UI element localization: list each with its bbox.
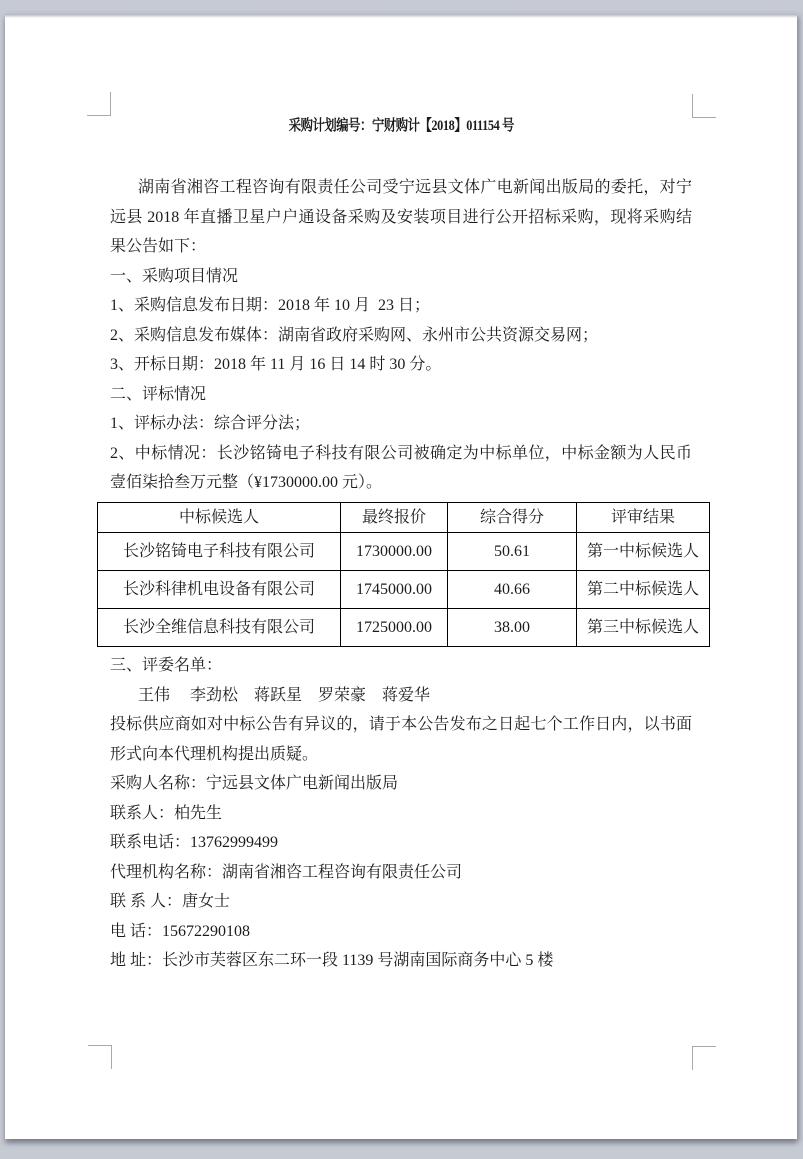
table-row [98,609,710,647]
contact-purchaser-person: 联系人：柏先生 [110,804,223,822]
contact-agency-person: 联 系 人：唐女士 [110,893,231,910]
cell-review-result: 第三中标候选人 [577,609,710,647]
contact-purchaser-phone: 联系电话：13762999499 [110,834,279,851]
table-row [98,571,710,609]
cell-final-price: 1730000.00 [341,533,448,571]
table-header-row [98,502,710,533]
procurement-plan-number-title [110,117,692,136]
header-final-price: 最终报价 [341,502,448,533]
margin-corner-mark-bottom-left [88,1045,112,1069]
contact-agency-address: 地 址：长沙市芙蓉区东二环一段 1139 号湖南国际商务中心 5 楼 [110,952,554,969]
cell-candidate: 长沙铭锜电子科技有限公司 [98,533,341,571]
cell-composite-score: 50.61 [448,533,577,571]
section1-heading: 一、采购项目情况 [110,267,239,285]
intro-paragraph: 湖南省湘咨工程咨询有限责任公司受宁远县文体广电新闻出版局的委托，对宁远县 2018 年直播卫星户户通设备采购及安装项目进行公开招标采购，现将采购结果公告如下： [110,179,692,255]
section2-item-award-result: 2、中标情况：长沙铭锜电子科技有限公司被确定为中标单位，中标金额为人民币壹佰柒拾叁万元整（¥1730000.00 元）。 [110,444,692,491]
cell-review-result: 第一中标候选人 [577,533,710,571]
margin-corner-mark-bottom-right [692,1046,716,1070]
contact-agency-phone: 电 话：15672290108 [110,922,251,940]
section1-item-publish-date: 1、采购信息发布日期：2018 年 10 月 23 日； [110,297,431,314]
document-text-area [110,14,699,976]
contact-agency-name: 代理机构名称：湖南省湘咨工程咨询有限责任公司 [110,863,463,881]
header-candidate: 中标候选人 [98,502,341,533]
cell-candidate: 长沙全维信息科技有限公司 [98,609,341,647]
objection-paragraph: 投标供应商如对中标公告有异议的，请于本公告发布之日起七个工作日内，以书面形式向本代理机构提出质疑。 [110,716,692,763]
header-composite-score: 综合得分 [448,502,577,533]
section3-heading: 三、评委名单： [110,657,223,674]
cell-final-price: 1745000.00 [341,571,448,609]
cell-final-price: 1725000.00 [341,609,448,647]
section1-item-bid-opening-date: 3、开标日期：2018 年 11 月 16 日 14 时 30 分。 [110,356,442,373]
contact-purchaser-name: 采购人名称：宁远县文体广电新闻出版局 [110,775,399,792]
section1-item-publish-media: 2、采购信息发布媒体：湖南省政府采购网、永州市公共资源交易网； [110,326,599,344]
cell-review-result: 第二中标候选人 [577,571,710,609]
margin-corner-mark-top-right [692,94,716,118]
header-review-result: 评审结果 [577,502,710,533]
section2-item-evaluation-method: 1、评标办法：综合评分法； [110,415,311,432]
cell-composite-score: 38.00 [448,609,577,647]
section2-heading: 二、评标情况 [110,385,207,403]
procurement-plan-number-text: 采购计划编号：宁财购计【2018】011154 号 [288,118,514,134]
margin-corner-mark-top-left [87,92,111,116]
cell-composite-score: 40.66 [448,571,577,609]
cell-candidate: 长沙科律机电设备有限公司 [98,571,341,609]
bid-result-table [97,502,710,648]
table-row [98,533,710,571]
document-page [5,14,797,1139]
jury-names: 王伟 李劲松 蒋跃星 罗荣豪 蒋爱华 [138,686,431,704]
